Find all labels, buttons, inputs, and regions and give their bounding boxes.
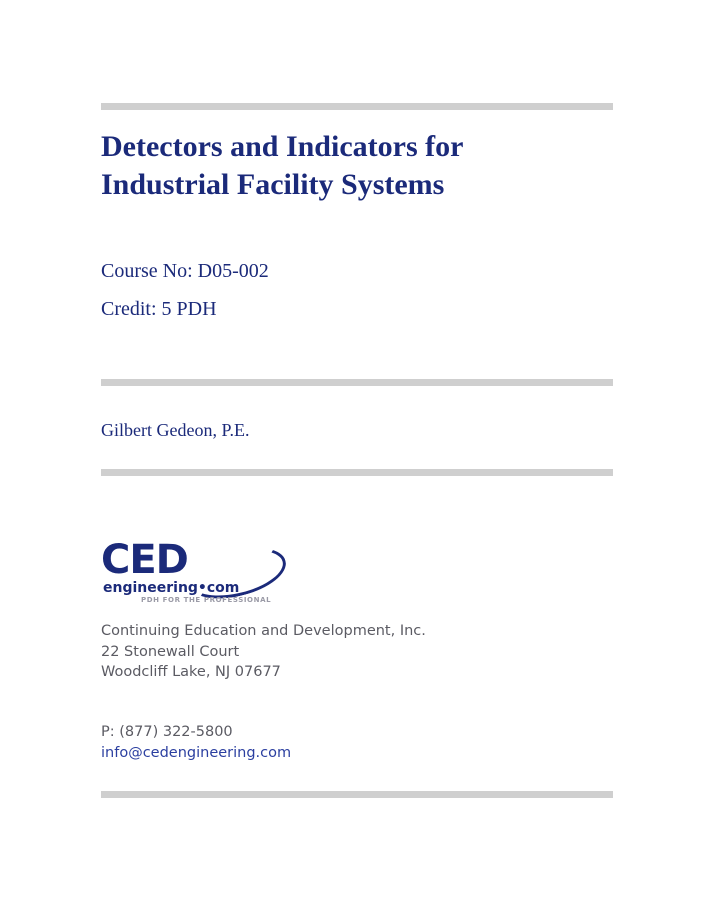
- contact-block: [101, 722, 291, 764]
- contact-phone: P: (877) 322-5800: [101, 724, 233, 740]
- logo-wordmark: CED: [101, 537, 188, 583]
- logo-subtext: engineering•com: [103, 580, 240, 596]
- logo-tagline: PDH FOR THE PROFESSIONAL: [141, 596, 272, 604]
- divider-rule-second: [101, 379, 613, 386]
- divider-rule-bottom: [101, 791, 613, 798]
- page-title: [101, 128, 621, 204]
- ced-logo: [101, 537, 281, 608]
- organization-address-line-2: Woodcliff Lake, NJ 07677: [101, 664, 281, 680]
- course-meta: [101, 252, 269, 328]
- divider-rule-top: [101, 103, 613, 110]
- page-title-line-2: Industrial Facility Systems: [101, 168, 445, 201]
- organization-block: [101, 621, 426, 683]
- organization-address-line-1: 22 Stonewall Court: [101, 643, 240, 660]
- divider-rule-third: [101, 469, 613, 476]
- organization-name: Continuing Education and Development, Inc.: [101, 623, 426, 639]
- course-number: Course No: D05-002: [101, 260, 269, 282]
- contact-email-link[interactable]: info@cedengineering.com: [101, 745, 292, 761]
- author-name: Gilbert Gedeon, P.E.: [101, 420, 250, 440]
- page-title-line-1: Detectors and Indicators for: [101, 130, 464, 163]
- course-credit: Credit: 5 PDH: [101, 298, 217, 320]
